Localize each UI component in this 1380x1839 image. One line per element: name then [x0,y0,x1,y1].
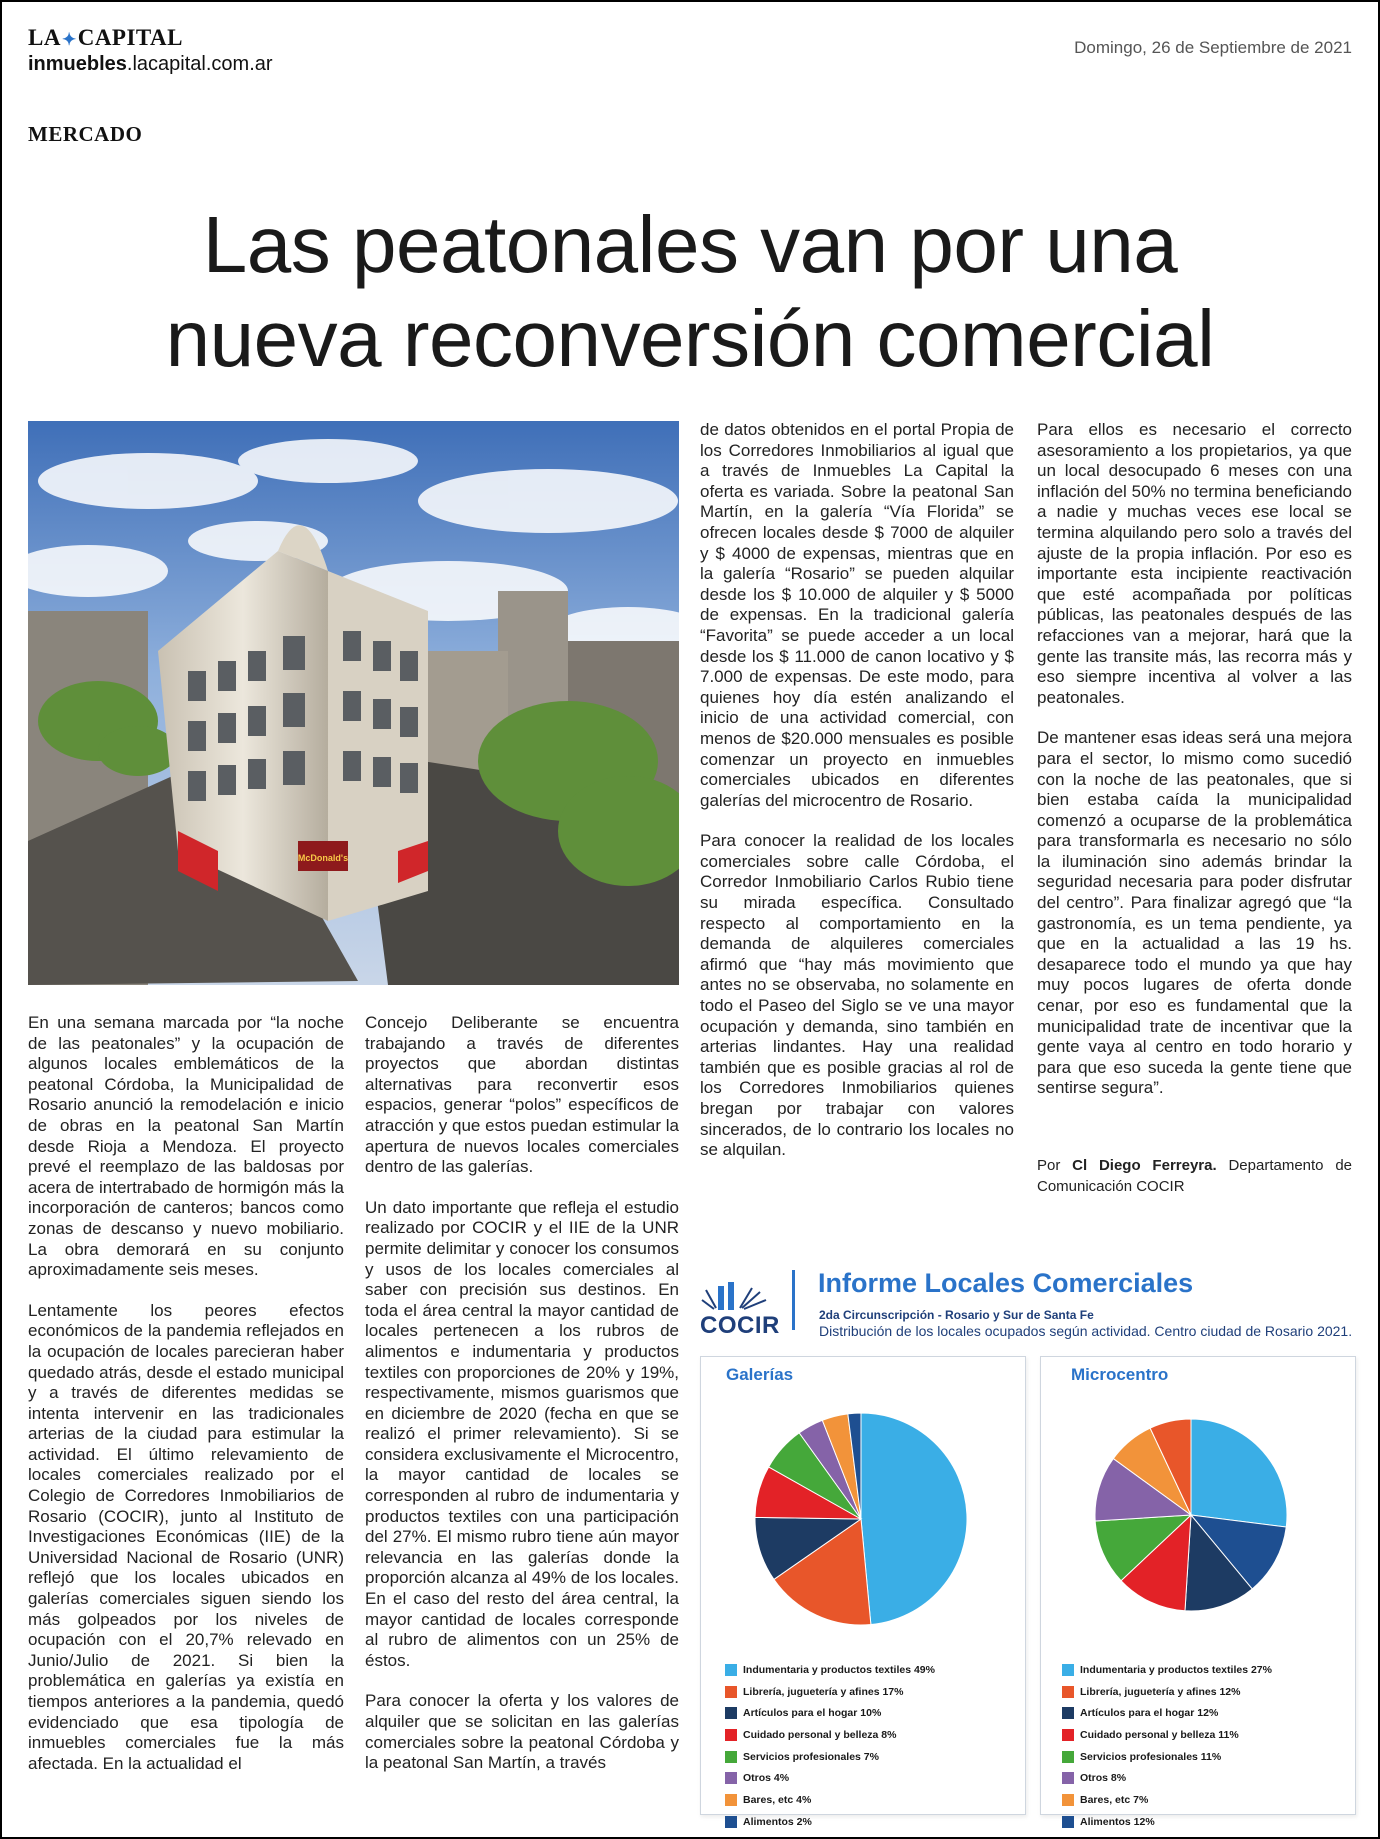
star-icon: ✦ [61,30,77,49]
cocir-logo-text: COCIR [700,1312,780,1339]
legend-item [1062,1724,1272,1746]
site-url[interactable]: inmuebles.lacapital.com.ar [28,53,273,75]
legend-label: Alimentos 2% [743,1815,812,1828]
legend-microcentro [1062,1659,1272,1833]
brand-logo: LA✦CAPITAL [28,25,184,50]
info-title: Informe Locales Comerciales [818,1268,1194,1298]
column-3 [700,420,1014,1161]
legend-swatch [725,1686,737,1698]
chart-panel-microcentro [1040,1356,1356,1828]
pie-slice [1191,1419,1287,1527]
legend-swatch [725,1707,737,1719]
legend-swatch [725,1794,737,1806]
paragraph: Concejo Deliberante se encuentra trabajando a través de diferentes proyectos que abordan distintas alternativas para reconvertir esos espacios, generar “polos” específicos de atracción y que estos puedan estimular la apertura de nuevos locales comerciales dentro de las galerías. [365,1013,679,1177]
info-subtitle-1: 2da Circunscripción - Rosario y Sur de Santa Fe [819,1308,1094,1322]
legend-label: Artículos para el hogar 10% [743,1707,882,1720]
legend-item [725,1746,935,1768]
legend-swatch [1062,1816,1074,1828]
legend-swatch [725,1751,737,1763]
paragraph: Un dato importante que refleja el estudio realizado por COCIR y el IIE de la UNR permite delimitar y conocer los consumos y usos de los locales comerciales al saber con precisión sus destinos. En toda el área central la mayor cantidad de locales pertenecen a los rubros de alimentos e indumentaria y productos textiles con proporciones de 20% y 19%, respectivamente, mismos guarismos que en diciembre de 2020 (fecha en que se realizó el primer relevamiento). Si se considera exclusivamente el Microcentro, la mayor cantidad de locales se corresponden al rubro de indumentaria y productos textiles con una participación del 27%. El mismo rubro tiene aún mayor relevancia en las galerías donde la proporción alcanza al 49% de los locales. En el caso del resto del área central, la mayor cantidad de locales corresponde al rubro de alimentos con un 25% de éstos. [365,1197,679,1670]
byline: Por Cl Diego Ferreyra. Departamento de Comunicación COCIR [1037,1157,1353,1195]
masthead[interactable] [28,26,273,76]
legend-swatch [1062,1772,1074,1784]
legend-item [1062,1789,1272,1811]
column-1 [28,1013,344,1774]
legend-label: Otros 8% [1080,1772,1127,1785]
legend-label: Librería, juguetería y afines 17% [743,1685,904,1698]
issue-date: Domingo, 26 de Septiembre de 2021 [1074,38,1352,57]
column-2 [365,1013,679,1774]
column-4 [1037,420,1352,1099]
legend-label: Cuidado personal y belleza 8% [743,1728,897,1741]
pie-chart-galerias [701,1387,1027,1647]
legend-label: Indumentaria y productos textiles 27% [1080,1663,1272,1676]
legend-swatch [1062,1664,1074,1676]
photo-sign: McDonald's [297,853,349,863]
headline-line-1: Las peatonales van por una [202,200,1178,289]
legend-item [1062,1659,1272,1681]
legend-label: Servicios profesionales 7% [743,1750,879,1763]
legend-item [725,1702,935,1724]
legend-item [1062,1746,1272,1768]
info-divider [792,1270,795,1330]
building-photo-illustration [28,421,679,985]
legend-item [1062,1811,1272,1833]
legend-item [725,1767,935,1789]
legend-galerias [725,1659,935,1833]
legend-swatch [725,1664,737,1676]
legend-label: Indumentaria y productos textiles 49% [743,1663,935,1676]
legend-item [725,1681,935,1703]
legend-swatch [1062,1794,1074,1806]
chart-title: Microcentro [1071,1365,1169,1384]
legend-item [1062,1702,1272,1724]
legend-label: Servicios profesionales 11% [1080,1750,1222,1763]
chart-panel-galerias [700,1356,1026,1828]
legend-label: Artículos para el hogar 12% [1080,1707,1219,1720]
legend-item [1062,1767,1272,1789]
legend-item [725,1724,935,1746]
legend-swatch [1062,1729,1074,1741]
byline-author: Cl Diego Ferreyra. [1072,1157,1217,1174]
section-label: MERCADO [28,122,143,146]
chart-title: Galerías [726,1365,794,1384]
info-subtitle-2: Distribución de los locales ocupados según actividad. Centro ciudad de Rosario 2021. [819,1323,1353,1339]
legend-label: Cuidado personal y belleza 11% [1080,1728,1239,1741]
legend-label: Librería, juguetería y afines 12% [1080,1685,1241,1698]
paragraph: de datos obtenidos en el portal Propia de los Corredores Inmobiliarios al igual que a través de Inmuebles La Capital la oferta es variada. Sobre la peatonal San Martín, en la galería “Vía Florida” se ofrecen locales desde $ 7000 de alquiler y $ 4000 de expensas, mientras que en la galería “Rosario” se pueden alquilar desde los $ 10.000 de alquiler y $ 5000 de expensas. En la tradicional galería “Favorita” se puede acceder a un local desde los $ 11.000 de canon locativo y $ 7.000 de expensas. De este modo, para quienes hoy día estén analizando el inicio de una actividad comercial, con menos de $20.000 mensuales es posible comenzar un proyecto en inmuebles comerciales ubicados en diferentes galerías del microcentro de Rosario. [700,420,1014,810]
legend-item [725,1659,935,1681]
legend-swatch [1062,1751,1074,1763]
paragraph: Para conocer la oferta y los valores de alquiler que se solicitan en las galerías comerciales sobre la peatonal Córdoba y la peatonal San Martín, a través [365,1691,679,1773]
legend-item [725,1789,935,1811]
cocir-logo [700,1278,780,1339]
legend-item [1062,1681,1272,1703]
headline-line-2: nueva reconversión comercial [165,294,1215,383]
legend-swatch [1062,1686,1074,1698]
paragraph: De mantener esas ideas será una mejora para el sector, lo mismo como sucedió con la noche de las peatonales, que si bien estaba caída la municipalidad comenzó a ocuparse de la problemática para transformarla es necesario no sólo la iluminación sino además brindar la seguridad necesaria para poder disfrutar del centro”. Para finalizar agregó que “la gastronomía, es un tema pendiente, ya que en la actualidad a las 19 hs. desaparece todo el mundo ya que hay muy pocos lugares de oferta donde cenar, por eso es fundamental que la municipalidad trate de incentivar que la gente vaya al centro en todo horario y para que eso suceda la gente tiene que sentirse segura”. [1037,728,1352,1098]
legend-swatch [725,1729,737,1741]
legend-label: Alimentos 12% [1080,1815,1155,1828]
paragraph: En una semana marcada por “la noche de las peatonales” y la ocupación de algunos locales emblemáticos de la peatonal Córdoba, la Municipalidad de Rosario anunció la remodelación e inicio de obras en la peatonal San Martín desde Rioja a Mendoza. El proyecto prevé el reemplazo de las baldosas por acera de intertrabado de hormigón más la incorporación de canteros; bancos como zonas de descanso y nuevo mobiliario. La obra demorará en su conjunto aproximadamente seis meses. [28,1013,344,1280]
paragraph: Para conocer la realidad de los locales comerciales sobre calle Córdoba, el Corredor Inmobiliario Carlos Rubio tiene su mirada específica. Consultado respecto al comportamiento en la demanda de alquileres comerciales afirmó que “hay más movimiento que antes no se observaba, no solamente en todo el Paseo del Siglo se ve una mayor ocupación y demanda, sino también en arterias lindantes. Hay una realidad también que es posible gracias al rol de los Corredores Inmobiliarios quienes bregan por trabajar con valores sincerados, de lo contrario los locales no se alquilan. [700,831,1014,1160]
paragraph: Para ellos es necesario el correcto asesoramiento a los propietarios, ya que un local desocupado 6 meses con una inflación del 50% no termina beneficiando a nadie y muchas veces ese local se termina alquilando pero solo a través del ajuste de la propia inflación. Por eso es importante esta incipiente reactivación que esté acompañada por políticas públicas, las peatonales después de las refacciones van a mejorar, hará que la gente las transite más, las recorra más y eso siempre incentiva al volver a las peatonales. [1037,420,1352,707]
pie-slice [861,1413,967,1625]
legend-label: Otros 4% [743,1772,790,1785]
legend-label: Bares, etc 7% [1080,1793,1149,1806]
legend-swatch [1062,1707,1074,1719]
legend-item [725,1811,935,1833]
pie-chart-microcentro [1041,1387,1357,1647]
legend-label: Bares, etc 4% [743,1793,812,1806]
paragraph: Lentamente los peores efectos económicos de la pandemia reflejados en la ocupación de locales parecieran haber quedado atrás, desde el estado municipal y a través de diferentes medidas se intenta intervenir en las tradicionales arterias de la ciudad para estimular la actividad. El último relevamiento de locales comerciales realizado por el Colegio de Corredores Inmobiliarios de Rosario (COCIR), junto al Instituto de Investigaciones Económicas (IIE) de la Universidad Nacional de Rosario (UNR) reflejó que los locales ubicados en galerías comerciales siguen siendo los más golpeados por los niveles de ocupación con el 20,7% relevado en Junio/Julio de 2021. Si bien la problemática en galerías ya existía en tiempos anteriores a la pandemia, quedó evidenciado que esa tipología de inmuebles comerciales fue la más afectada. En la actualidad el [28,1300,344,1773]
article-photo [28,421,679,985]
headline [0,198,1380,386]
legend-swatch [725,1772,737,1784]
legend-swatch [725,1816,737,1828]
